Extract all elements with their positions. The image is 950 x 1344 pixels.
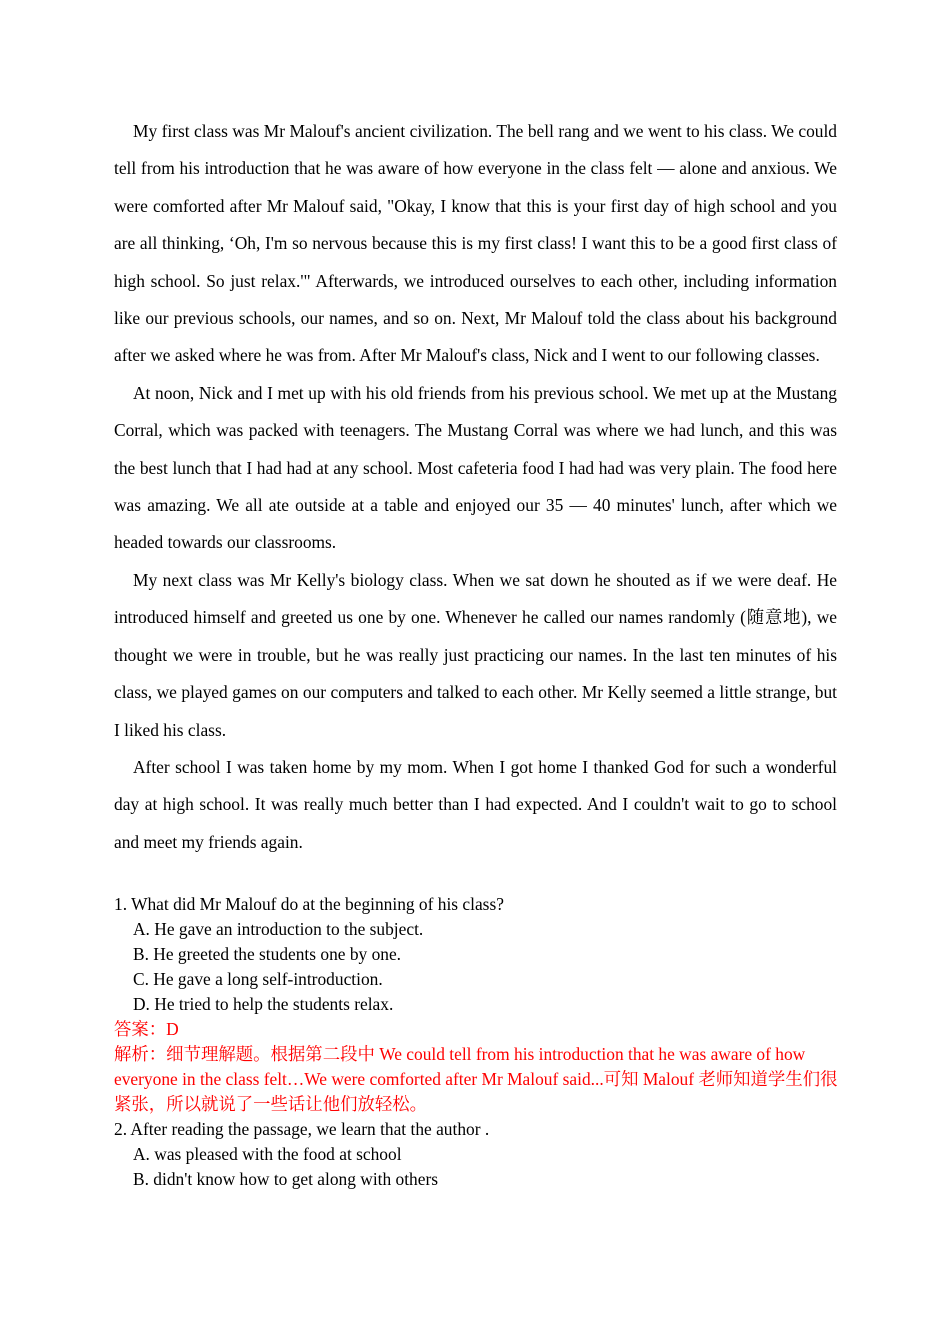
question-1-option-d: D. He tried to help the students relax. [133, 994, 394, 1015]
question-1-analysis: 解析：细节理解题。根据第二段中 We could tell from his introduction that he was aware of how everyone in the class felt…We were comforted after Mr Malouf said...可知 Malouf 老师知道学生们很紧张，所以就说了一些话让他们放轻松。 [114, 1044, 838, 1115]
question-2-option-b: B. didn't know how to get along with others [133, 1169, 439, 1190]
passage-paragraph-1: My first class was Mr Malouf's ancient civilization. The bell rang and we went to his class. We could tell from his introduction that he was aware of how everyone in the class felt — alone and anxious. We were comforted after Mr Malouf said, "Okay, I know that this is your first day of high school and you are all thinking, ‘Oh, I'm so nervous because this is my first class! I want this to be a good first class of high school. So just relax.'" Afterwards, we introduced ourselves to each other, including information like our previous schools, our names, and so on. Next, Mr Malouf told the class about his background after we asked where he was from. After Mr Malouf's class, Nick and I went to our following classes. [114, 121, 837, 366]
question-2-stem: 2. After reading the passage, we learn that the author . [114, 1119, 490, 1140]
questions-section [114, 892, 837, 1192]
question-2 [114, 1117, 837, 1192]
question-1 [114, 892, 837, 1117]
passage-paragraph-3: My next class was Mr Kelly's biology class. When we sat down he shouted as if we were deaf. He introduced himself and greeted us one by one. Whenever he called our names randomly (随意地), we thought we were in trouble, but he was really just practicing our names. In the last ten minutes of his class, we played games on our computers and talked to each other. Mr Kelly seemed a little strange, but I liked his class. [114, 569, 837, 740]
question-1-option-a: A. He gave an introduction to the subject. [133, 919, 424, 940]
question-1-option-c: C. He gave a long self-introduction. [133, 969, 383, 990]
question-1-option-b: B. He greeted the students one by one. [133, 944, 402, 965]
question-1-stem: 1. What did Mr Malouf do at the beginning of his class? [114, 894, 504, 915]
passage-paragraph-2: At noon, Nick and I met up with his old friends from his previous school. We met up at the Mustang Corral, which was packed with teenagers. The Mustang Corral was where we had lunch, and this was the best lunch that I had had at any school. Most cafeteria food I had had was very plain. The food here was amazing. We all ate outside at a table and enjoyed our 35 — 40 minutes' lunch, after which we headed towards our classrooms. [114, 382, 837, 553]
question-1-answer: 答案：D [114, 1019, 179, 1040]
question-2-option-a: A. was pleased with the food at school [133, 1144, 402, 1165]
passage-paragraph-4: After school I was taken home by my mom. When I got home I thanked God for such a wonderful day at high school. It was really much better than I had expected. And I couldn't wait to go to school and meet my friends again. [114, 756, 837, 852]
document-page [114, 113, 837, 1192]
